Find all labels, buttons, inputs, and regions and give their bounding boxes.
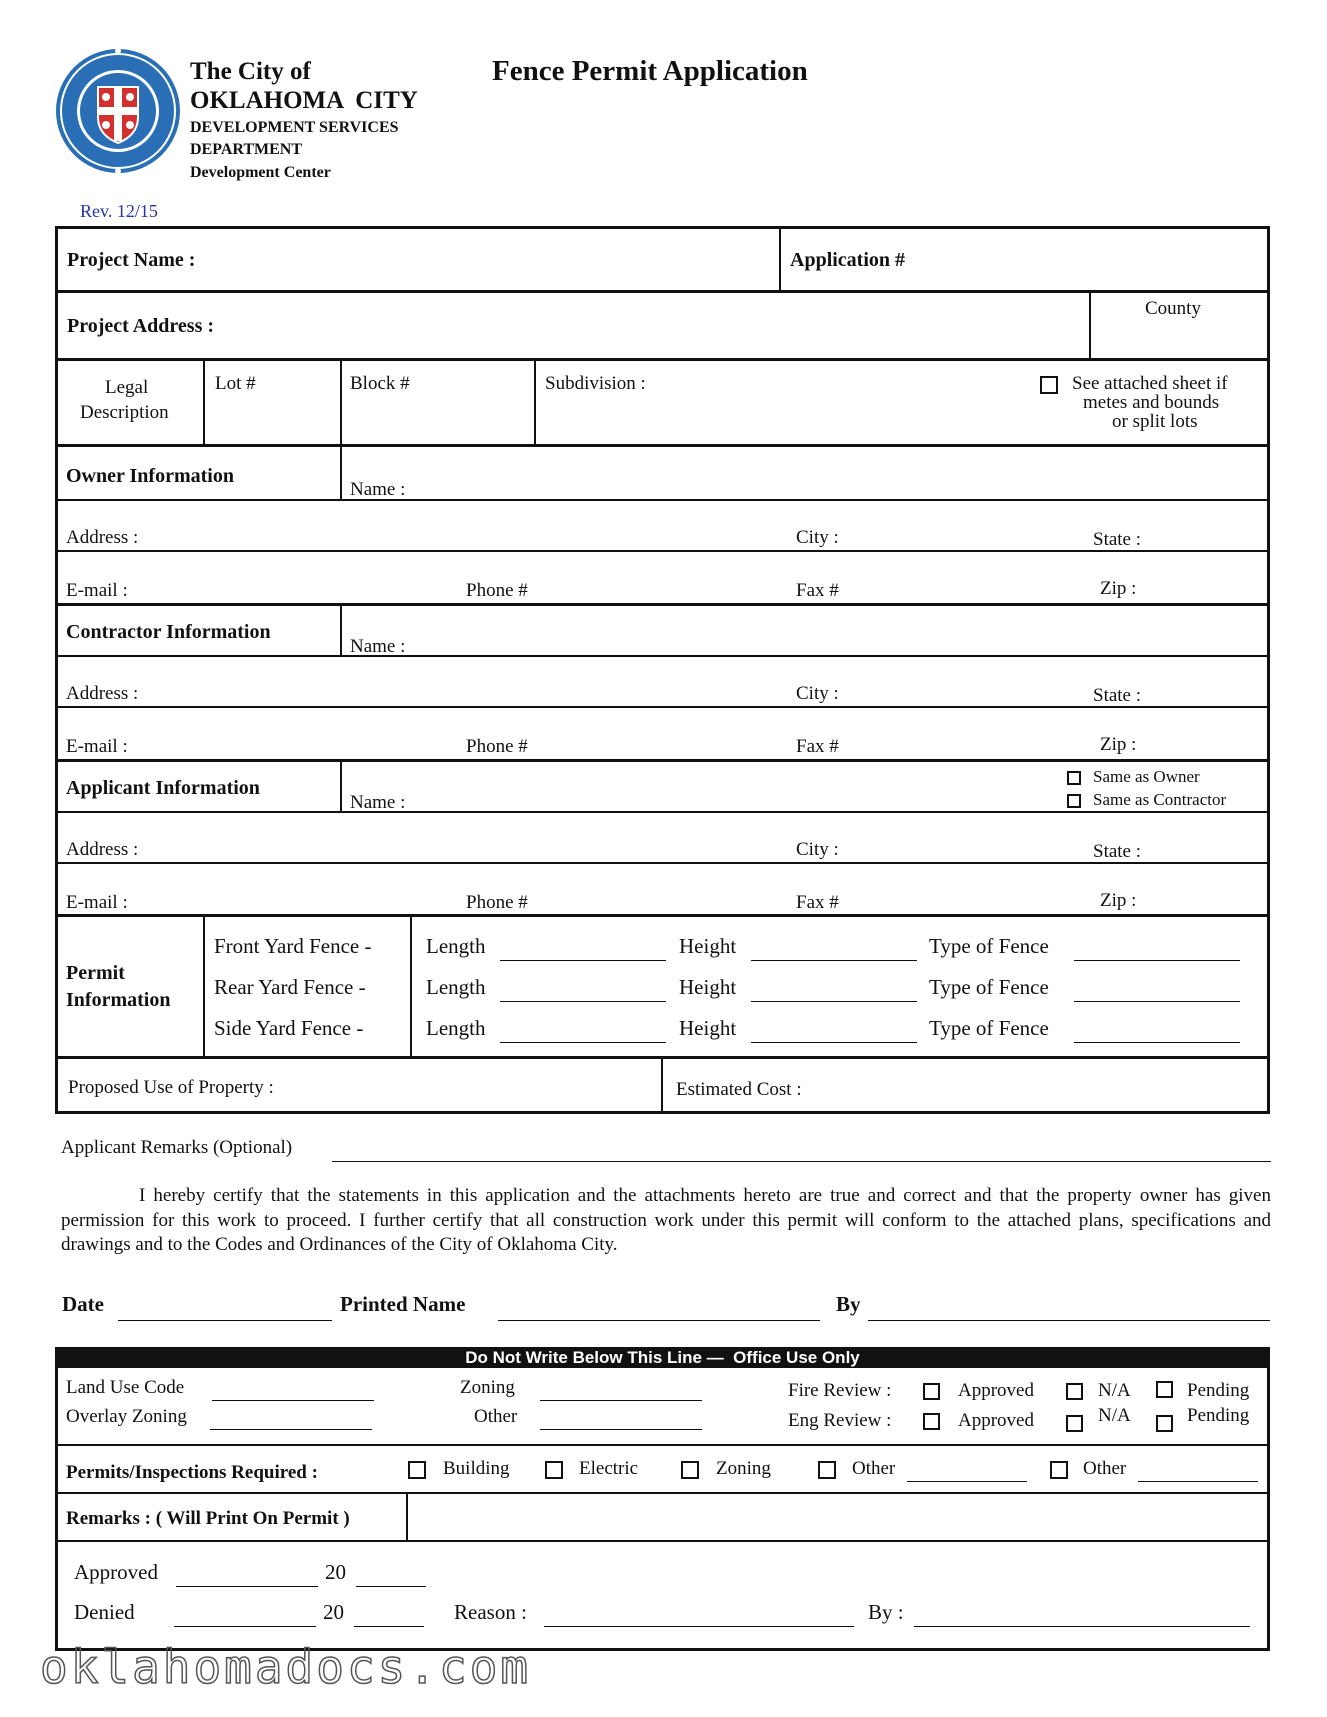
front-length-field[interactable] — [500, 960, 666, 961]
rear-length-label: Length — [426, 975, 486, 999]
printed-name-field[interactable] — [498, 1320, 820, 1321]
same-as-contractor-label: Same as Contractor — [1093, 790, 1227, 809]
permits-required-label: Permits/Inspections Required : — [66, 1462, 318, 1483]
attached-sheet-line1: See attached sheet if — [1072, 373, 1228, 394]
by-field[interactable] — [868, 1320, 1270, 1321]
front-length-label: Length — [426, 934, 486, 958]
permit-building-checkbox[interactable] — [408, 1461, 426, 1479]
applicant-phone-label: Phone # — [466, 892, 528, 913]
dept-line3: Development Center — [190, 164, 331, 181]
applicant-name-label: Name : — [350, 792, 406, 813]
permit-other1-field[interactable] — [907, 1481, 1027, 1482]
rear-type-label: Type of Fence — [929, 975, 1049, 999]
city-seal — [54, 47, 182, 175]
subdivision-field[interactable] — [545, 398, 1025, 440]
applicant-city-label: City : — [796, 839, 839, 860]
lot-label: Lot # — [215, 373, 256, 394]
lot-field[interactable] — [212, 398, 334, 440]
application-number-field[interactable] — [935, 240, 1260, 284]
revision-label: Rev. 12/15 — [80, 201, 158, 221]
block-field[interactable] — [348, 398, 528, 440]
reason-label: Reason : — [454, 1600, 527, 1624]
applicant-remarks-label: Applicant Remarks (Optional) — [61, 1137, 293, 1158]
date-field[interactable] — [118, 1320, 332, 1321]
side-length-label: Length — [426, 1016, 486, 1040]
permit-other1-checkbox[interactable] — [818, 1461, 836, 1479]
owner-name-field[interactable] — [420, 452, 1260, 496]
proposed-use-field[interactable] — [310, 1066, 655, 1108]
same-as-contractor-checkbox[interactable] — [1067, 794, 1081, 808]
form-title: Fence Permit Application — [492, 55, 808, 87]
side-type-field[interactable] — [1074, 1042, 1240, 1043]
eng-review-label: Eng Review : — [788, 1410, 892, 1431]
owner-name-label: Name : — [350, 479, 406, 500]
reason-field[interactable] — [544, 1626, 854, 1627]
applicant-name-field[interactable] — [420, 766, 1060, 808]
approved-label: Approved — [74, 1560, 158, 1584]
side-height-label: Height — [679, 1016, 737, 1040]
permit-zoning-checkbox[interactable] — [681, 1461, 699, 1479]
estimated-cost-label: Estimated Cost : — [676, 1079, 802, 1100]
fire-pending-checkbox[interactable] — [1156, 1381, 1173, 1398]
attached-sheet-checkbox[interactable] — [1040, 376, 1058, 394]
proposed-use-label: Proposed Use of Property : — [68, 1077, 274, 1098]
fire-na-label: N/A — [1098, 1380, 1131, 1401]
denied-year-prefix: 20 — [323, 1600, 344, 1624]
rear-height-label: Height — [679, 975, 737, 999]
dept-line1: DEVELOPMENT SERVICES — [190, 119, 399, 136]
contractor-zip-label: Zip : — [1100, 734, 1137, 755]
eng-pending-checkbox[interactable] — [1156, 1415, 1173, 1432]
project-name-label: Project Name : — [67, 249, 196, 271]
attached-sheet-line2: metes and bounds — [1083, 392, 1220, 413]
date-label: Date — [62, 1292, 104, 1316]
denied-by-field[interactable] — [914, 1626, 1250, 1627]
by-label: By — [836, 1292, 861, 1316]
project-address-label: Project Address : — [67, 315, 215, 337]
land-use-code-field[interactable] — [212, 1400, 374, 1401]
eng-approved-checkbox[interactable] — [923, 1413, 940, 1430]
fire-pending-label: Pending — [1187, 1380, 1250, 1401]
office-use-banner: Do Not Write Below This Line — Office Use Only — [55, 1347, 1270, 1368]
rear-yard-label: Rear Yard Fence - — [214, 975, 366, 999]
same-as-owner-checkbox[interactable] — [1067, 771, 1081, 785]
owner-section-title: Owner Information — [66, 465, 234, 487]
approved-year-prefix: 20 — [325, 1560, 346, 1584]
same-as-owner-label: Same as Owner — [1093, 767, 1200, 786]
overlay-zoning-label: Overlay Zoning — [66, 1406, 187, 1427]
contractor-phone-label: Phone # — [466, 736, 528, 757]
eng-na-checkbox[interactable] — [1066, 1415, 1083, 1432]
side-height-field[interactable] — [751, 1042, 917, 1043]
front-type-label: Type of Fence — [929, 934, 1049, 958]
permit-other1-label: Other — [852, 1458, 896, 1479]
zoning-field[interactable] — [540, 1400, 702, 1401]
block-label: Block # — [350, 373, 410, 394]
contractor-email-label: E-mail : — [66, 736, 128, 757]
attached-sheet-line3: or split lots — [1112, 411, 1198, 432]
applicant-remarks-field[interactable] — [332, 1161, 1271, 1162]
permit-other2-checkbox[interactable] — [1050, 1461, 1068, 1479]
applicant-address-label: Address : — [66, 839, 139, 860]
contractor-section-title: Contractor Information — [66, 621, 271, 643]
applicant-email-label: E-mail : — [66, 892, 128, 913]
side-type-label: Type of Fence — [929, 1016, 1049, 1040]
permit-other2-label: Other — [1083, 1458, 1127, 1479]
applicant-zip-label: Zip : — [1100, 890, 1137, 911]
owner-zip-label: Zip : — [1100, 578, 1137, 599]
approved-year-field[interactable] — [356, 1586, 426, 1587]
certification-text: I hereby certify that the statements in this application and the attachments hereto are true and correct and that the property owner has given permission for this work to proceed. I further certify that all construction work under this permit will conform to the attached plans, specifications and drawings and to the Codes and Ordinances of the City of Oklahoma City. — [61, 1185, 1271, 1255]
application-number-label: Application # — [790, 249, 906, 271]
permit-row-front — [214, 934, 1264, 964]
applicant-section-title: Applicant Information — [66, 777, 260, 799]
estimated-cost-field[interactable] — [830, 1066, 1260, 1108]
owner-fax-label: Fax # — [796, 580, 839, 601]
contractor-fax-label: Fax # — [796, 736, 839, 757]
city-name-line1: The City of — [190, 58, 311, 85]
project-name-field[interactable] — [230, 240, 770, 284]
permit-title-line1: Permit — [66, 962, 125, 984]
fire-na-checkbox[interactable] — [1066, 1383, 1083, 1400]
permit-zoning-label: Zoning — [716, 1458, 771, 1479]
contractor-address-label: Address : — [66, 683, 139, 704]
owner-city-label: City : — [796, 527, 839, 548]
owner-phone-label: Phone # — [466, 580, 528, 601]
permit-row-side — [214, 1016, 1264, 1046]
office-remarks-label: Remarks : ( Will Print On Permit ) — [66, 1508, 350, 1529]
permit-row-rear — [214, 975, 1264, 1005]
owner-address-label: Address : — [66, 527, 139, 548]
denied-label: Denied — [74, 1600, 135, 1624]
owner-email-label: E-mail : — [66, 580, 128, 601]
overlay-zoning-field[interactable] — [210, 1429, 372, 1430]
permit-electric-checkbox[interactable] — [545, 1461, 563, 1479]
side-length-field[interactable] — [500, 1042, 666, 1043]
contractor-name-field[interactable] — [420, 610, 1260, 652]
county-field[interactable] — [1098, 322, 1263, 354]
front-yard-label: Front Yard Fence - — [214, 934, 372, 958]
owner-state-label: State : — [1093, 529, 1142, 550]
applicant-state-label: State : — [1093, 841, 1142, 862]
other-field[interactable] — [540, 1429, 702, 1430]
fire-approved-checkbox[interactable] — [923, 1383, 940, 1400]
rear-height-field[interactable] — [751, 1001, 917, 1002]
approved-date-field[interactable] — [176, 1586, 318, 1587]
county-label: County — [1145, 298, 1201, 319]
office-remarks-field[interactable] — [414, 1498, 1260, 1538]
denied-year-field[interactable] — [354, 1626, 424, 1627]
printed-name-label: Printed Name — [340, 1292, 466, 1316]
seal-icon — [54, 47, 182, 175]
other-label: Other — [474, 1406, 518, 1427]
denied-by-label: By : — [868, 1600, 904, 1624]
subdivision-label: Subdivision : — [545, 373, 646, 394]
dept-line2: DEPARTMENT — [190, 141, 303, 158]
denied-date-field[interactable] — [174, 1626, 316, 1627]
legal-label-line2: Description — [80, 402, 169, 423]
eng-approved-label: Approved — [958, 1410, 1034, 1431]
rear-type-field[interactable] — [1074, 1001, 1240, 1002]
contractor-state-label: State : — [1093, 685, 1142, 706]
fire-approved-label: Approved — [958, 1380, 1034, 1401]
front-type-field[interactable] — [1074, 960, 1240, 961]
front-height-field[interactable] — [751, 960, 917, 961]
eng-pending-label: Pending — [1187, 1405, 1250, 1426]
permit-title-line2: Information — [66, 989, 171, 1011]
project-address-field[interactable] — [250, 304, 1080, 352]
city-name-line2: OKLAHOMA CITY — [190, 87, 418, 114]
front-height-label: Height — [679, 934, 737, 958]
applicant-fax-label: Fax # — [796, 892, 839, 913]
eng-na-label: N/A — [1098, 1405, 1131, 1426]
land-use-code-label: Land Use Code — [66, 1377, 185, 1398]
legal-label-line1: Legal — [105, 377, 149, 398]
zoning-label: Zoning — [460, 1377, 515, 1398]
fire-review-label: Fire Review : — [788, 1380, 892, 1401]
permit-electric-label: Electric — [579, 1458, 639, 1479]
side-yard-label: Side Yard Fence - — [214, 1016, 364, 1040]
watermark: oklahomadocs.com — [40, 1640, 532, 1694]
contractor-name-label: Name : — [350, 636, 406, 657]
permit-building-label: Building — [443, 1458, 510, 1479]
rear-length-field[interactable] — [500, 1001, 666, 1002]
permit-other2-field[interactable] — [1138, 1481, 1258, 1482]
contractor-city-label: City : — [796, 683, 839, 704]
